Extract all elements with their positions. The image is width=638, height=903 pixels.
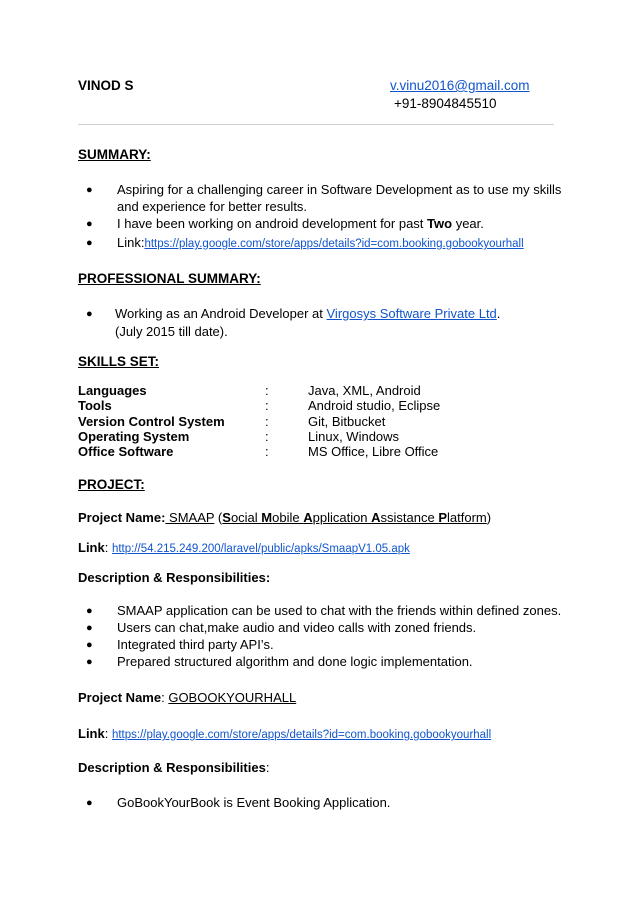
skill-value: Android studio, Eclipse xyxy=(308,398,441,413)
summary-bullet-1-line-1: Aspiring for a challenging career in Software Development as to use my skills xyxy=(117,182,562,197)
bullet-icon: ● xyxy=(86,639,93,651)
project-1-desc-title: Description & Responsibilities: xyxy=(78,570,271,585)
summary-link-label: Link: xyxy=(117,235,145,250)
initial-p: P xyxy=(438,510,448,525)
project-2-play-store-link[interactable]: https://play.google.com/store/apps/details?id=com.booking.gobookyourhall xyxy=(111,729,492,741)
initial-m: M xyxy=(261,510,273,525)
summary-bullet-3 xyxy=(117,235,524,250)
paren-close: ) xyxy=(486,510,492,525)
colon: : xyxy=(161,690,169,705)
project-1-bullet: Integrated third party API’s. xyxy=(117,637,274,652)
project-1-name-label: Project Name: xyxy=(78,510,166,525)
project-heading: PROJECT: xyxy=(78,477,145,492)
skill-value: MS Office, Libre Office xyxy=(308,444,439,459)
project-1-expansion xyxy=(222,510,487,525)
project-2-link-label: Link xyxy=(78,726,105,741)
summary-bullet-1-line-2: and experience for better results. xyxy=(117,199,308,214)
project-1-bullet: SMAAP application can be used to chat with the friends within defined zones. xyxy=(117,603,562,618)
phone-number: +91-8904845510 xyxy=(394,96,497,111)
professional-line-2: (July 2015 till date). xyxy=(115,324,228,339)
initial-s: S xyxy=(222,510,231,525)
skill-separator: : xyxy=(265,383,269,398)
skill-separator: : xyxy=(265,414,269,429)
word-rest: pplication xyxy=(312,510,372,525)
bullet-icon: ● xyxy=(86,605,93,617)
project-1-bullet: Prepared structured algorithm and done logic implementation. xyxy=(117,654,473,669)
skill-separator: : xyxy=(265,398,269,413)
colon: : xyxy=(104,726,112,741)
project-2-name-label: Project Name xyxy=(78,690,162,705)
skill-value: Java, XML, Android xyxy=(308,383,421,398)
word-rest: ssistance xyxy=(380,510,439,525)
colon: : xyxy=(104,540,112,555)
professional-summary-heading: PROFESSIONAL SUMMARY: xyxy=(78,271,261,286)
bullet-icon: ● xyxy=(86,184,93,196)
paren-open: ( xyxy=(214,510,223,525)
project-2-desc-line xyxy=(78,760,269,775)
summary-bullet-2 xyxy=(117,216,484,231)
summary-heading: SUMMARY: xyxy=(78,147,151,162)
colon: : xyxy=(265,760,270,775)
project-1-link-label: Link xyxy=(78,540,105,555)
bullet-icon: ● xyxy=(86,218,93,230)
word-rest: ocial xyxy=(230,510,262,525)
play-store-link[interactable]: https://play.google.com/store/apps/details?id=com.booking.gobookyourhall xyxy=(144,238,524,250)
bullet-icon: ● xyxy=(86,797,93,809)
professional-line-1 xyxy=(115,306,500,321)
summary-bullet-2-bold: Two xyxy=(427,216,453,231)
summary-bullet-2-post: year. xyxy=(452,216,484,231)
skill-value: Git, Bitbucket xyxy=(308,414,386,429)
skill-separator: : xyxy=(265,429,269,444)
project-2-name-line xyxy=(78,690,296,705)
skill-label: Office Software xyxy=(78,444,174,459)
project-2-desc-title: Description & Responsibilities xyxy=(78,760,266,775)
skill-separator: : xyxy=(265,444,269,459)
bullet-icon: ● xyxy=(86,308,93,320)
bullet-icon: ● xyxy=(86,622,93,634)
professional-line-1-post: . xyxy=(496,306,501,321)
skills-heading: SKILLS SET: xyxy=(78,354,160,369)
skill-label: Tools xyxy=(78,398,112,413)
project-1-bullet: Users can chat,make audio and video calls with zoned friends. xyxy=(117,620,477,635)
project-1-link-line xyxy=(78,540,410,555)
candidate-name: VINOD S xyxy=(78,78,134,93)
skill-label: Version Control System xyxy=(78,414,225,429)
project-1-name-line xyxy=(78,510,491,525)
summary-bullet-2-pre: I have been working on android development for past xyxy=(117,216,428,231)
header-divider xyxy=(78,124,554,125)
initial-a: A xyxy=(371,510,381,525)
skill-label: Operating System xyxy=(78,429,190,444)
project-2-name: GOBOOKYOURHALL xyxy=(168,690,297,705)
skill-value: Linux, Windows xyxy=(308,429,400,444)
project-1-name: SMAAP xyxy=(165,510,215,525)
bullet-icon: ● xyxy=(86,656,93,668)
email-link[interactable]: v.vinu2016@gmail.com xyxy=(390,78,530,93)
project-1-apk-link[interactable]: http://54.215.249.200/laravel/public/apks/SmaapV1.05.apk xyxy=(111,543,410,555)
project-2-bullet: GoBookYourBook is Event Booking Application. xyxy=(117,795,391,810)
project-2-link-line xyxy=(78,726,491,741)
professional-line-1-pre: Working as an Android Developer at xyxy=(115,306,327,321)
skill-label: Languages xyxy=(78,383,147,398)
word-rest: latform xyxy=(447,510,487,525)
company-link[interactable]: Virgosys Software Private Ltd xyxy=(326,306,497,321)
word-rest: obile xyxy=(272,510,304,525)
initial-a: A xyxy=(303,510,313,525)
bullet-icon: ● xyxy=(86,237,93,249)
